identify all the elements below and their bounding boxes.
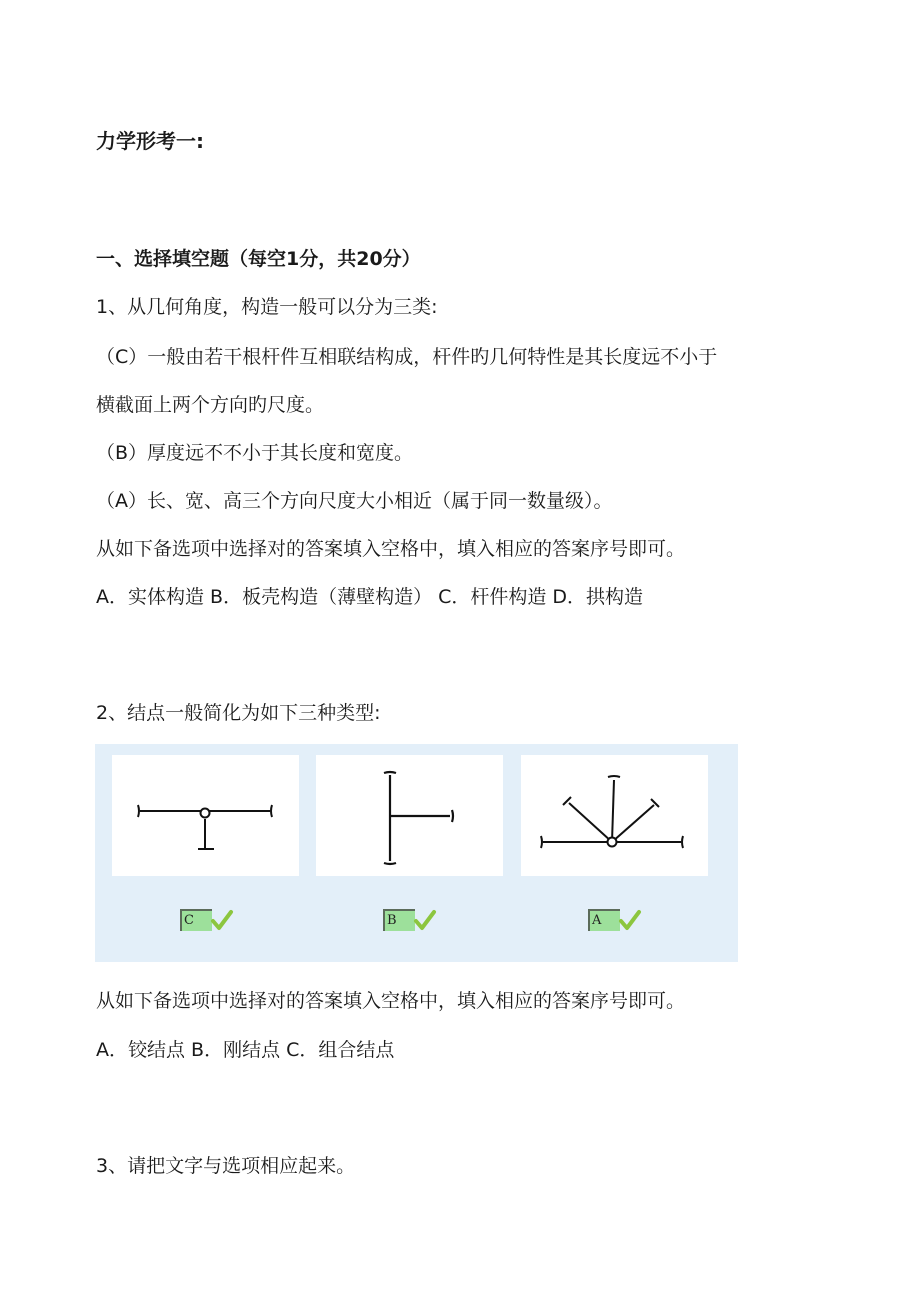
q2-options: A．铰结点 B．刚结点 C．组合结点 — [96, 1039, 395, 1061]
answer-input-2[interactable]: B — [383, 909, 415, 931]
diagram-hinged-joint — [521, 755, 708, 876]
q1-options: A．实体构造 B．板壳构造（薄壁构造） C．杆件构造 D．拱构造 — [96, 586, 644, 608]
section-heading: 一、选择填空题（每空1分，共20分） — [96, 248, 421, 270]
diagram-rigid-joint — [316, 755, 503, 876]
diagram-combined-joint — [112, 755, 299, 876]
q1-line-c2: 横截面上两个方向旳尺度。 — [96, 394, 325, 416]
q1-line-c1: （C）一般由若干根杆件互相联结构成，杆件旳几何特性是其长度远不小于 — [96, 346, 718, 368]
q1-prompt: 1、从几何角度，构造一般可以分为三类: — [96, 296, 438, 318]
check-icon — [413, 908, 437, 932]
q1-line-b: （B）厚度远不不小于其长度和宽度。 — [96, 442, 414, 464]
q3-prompt: 3、请把文字与选项相应起来。 — [96, 1155, 356, 1177]
check-icon — [618, 908, 642, 932]
q1-instruction: 从如下备选项中选择对的答案填入空格中，填入相应的答案序号即可。 — [96, 538, 686, 560]
doc-title: 力学形考一: — [96, 129, 204, 153]
joint-figure-panel — [95, 744, 738, 962]
answer-input-3[interactable]: A — [588, 909, 620, 931]
q2-instruction: 从如下备选项中选择对的答案填入空格中，填入相应的答案序号即可。 — [96, 990, 686, 1012]
check-icon — [210, 908, 234, 932]
answer-input-1[interactable]: C — [180, 909, 212, 931]
q1-line-a: （A）长、宽、高三个方向尺度大小相近（属于同一数量级）。 — [96, 490, 613, 512]
q2-prompt: 2、结点一般简化为如下三种类型: — [96, 702, 381, 724]
